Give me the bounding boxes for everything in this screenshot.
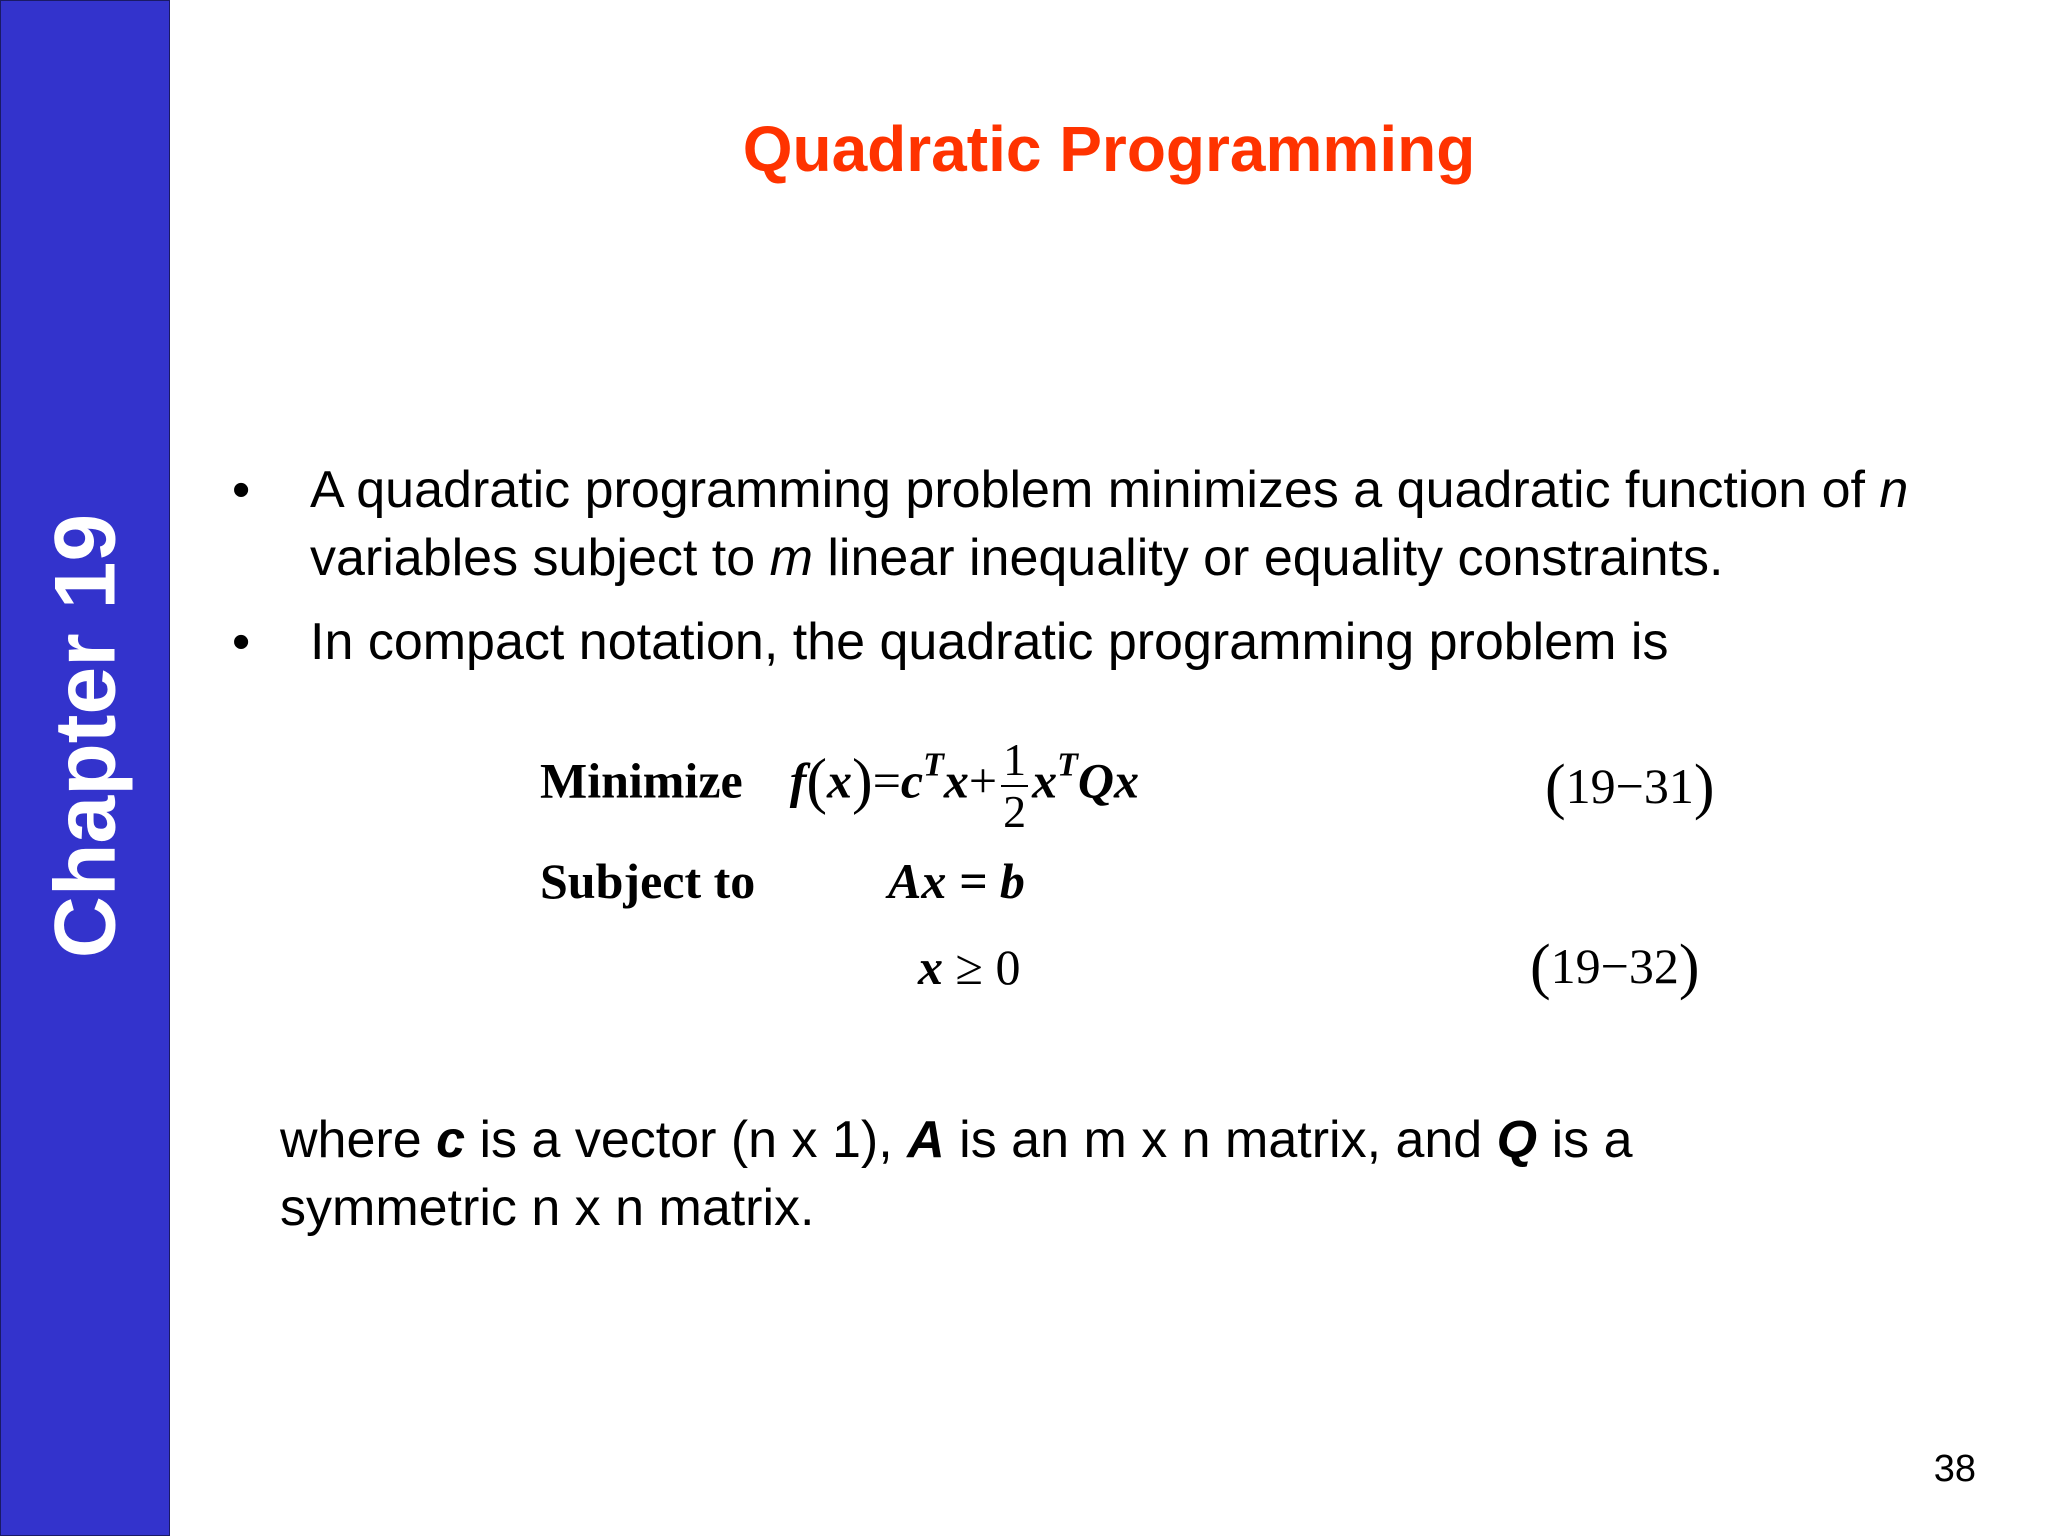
bullet-dot: •: [232, 613, 251, 671]
bullet-dot: •: [232, 461, 251, 519]
chapter-label: Chapter 19: [37, 513, 134, 959]
nonnegativity-constraint: x ≥ 0: [918, 939, 1021, 995]
objective-equation: Minimize $f(x)=c^Tx+$ $\frac{1}{2}$ $x^TQx$: [540, 734, 1139, 837]
bullet-list: [232, 456, 2012, 692]
equation-number: (19−32): [1530, 933, 1700, 1001]
equality-constraint: Ax = b: [888, 853, 1025, 909]
where-explanation: where c is a vector (n x 1), A is an m x n matrix, and Q is a symmetric n x n matrix.: [280, 1111, 1633, 1237]
page-number: 38: [1933, 1448, 1976, 1490]
slide-title: Quadratic Programming: [742, 113, 1476, 185]
subject-to-label: Subject to: [540, 853, 756, 909]
one-half-fraction: $\frac{1}{2}$: [1003, 734, 1027, 837]
bullet-item: • In compact notation, the quadratic programming problem is: [232, 608, 2012, 676]
bullet-item: • A quadratic programming problem minimizes a quadratic function of n variables subject to m linear inequality or equality constraints.: [232, 456, 2012, 592]
chapter-sidebar: [0, 0, 170, 1536]
equation-number: (19−31): [1545, 753, 1715, 821]
